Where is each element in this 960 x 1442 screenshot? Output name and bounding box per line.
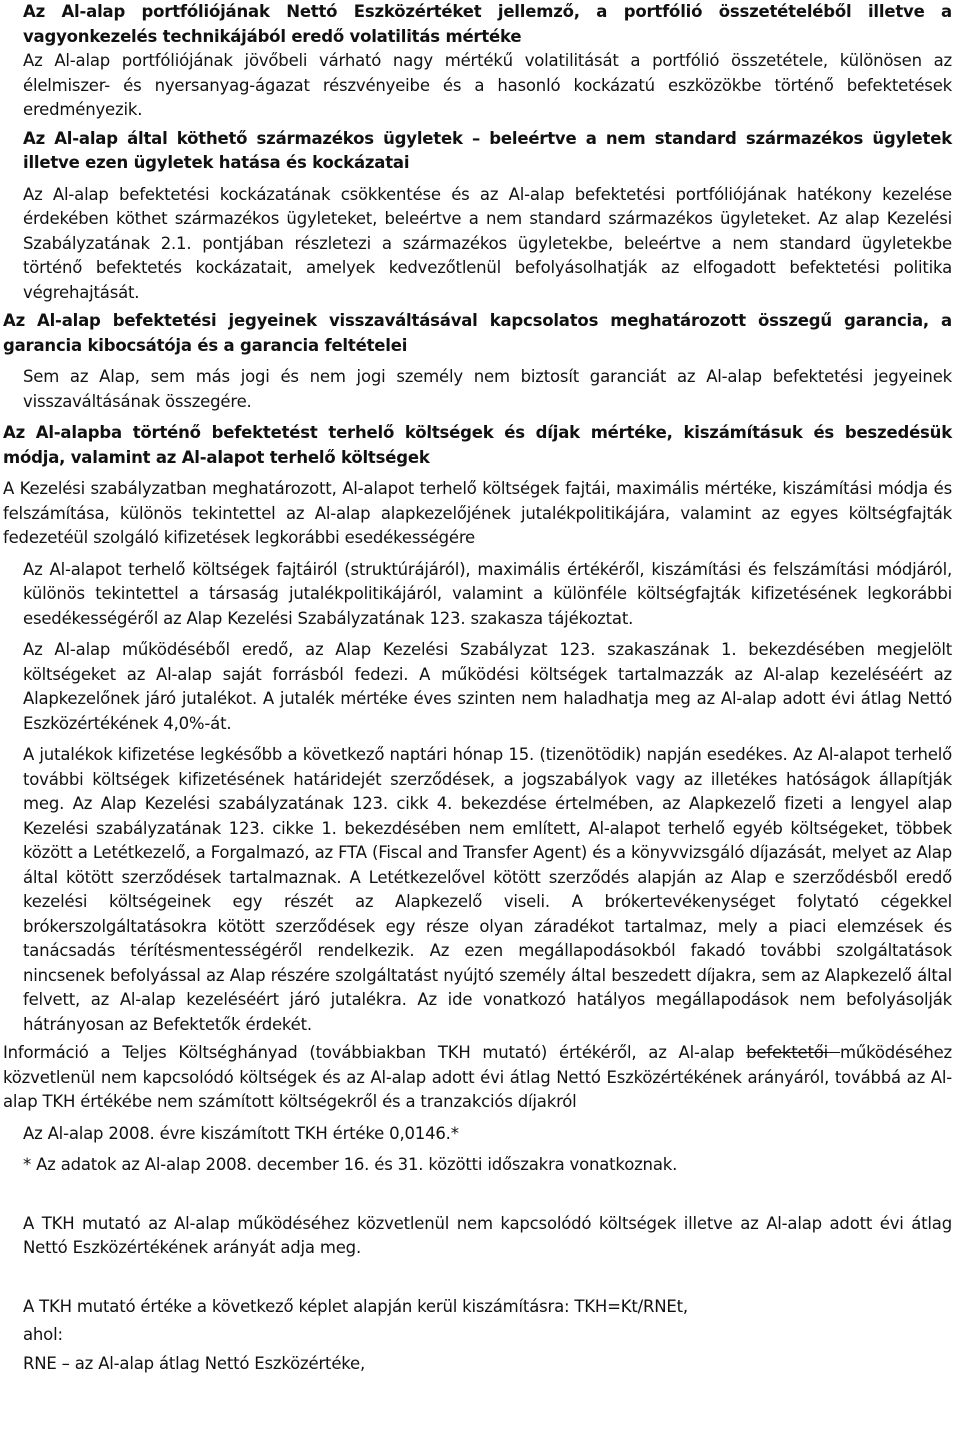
- heading-costs: Az Al-alapba történő befektetést terhelő költségek és díjak mértéke, kiszámításuk és beszedésük módja, valamint az Al-alapot terhelő költségek: [3, 423, 952, 467]
- paragraph-costs-structure: Az Al-alapot terhelő költségek fajtáiról (struktúrájáról), maximális értékéről, kiszámítási és felszámítási módjáról, különös tekintettel a társaság jutalékpolitikájáról, valamint a különféle költségfajták kifizetésének legkorábbi esedékességéről az Alap Kezelési Szabályzatának 123. szakasza tájékoztat.: [23, 559, 952, 628]
- paragraph-operating-costs: Az Al-alap működéséből eredő, az Alap Kezelési Szabályzat 123. szakaszának 1. bekezdésében megjelölt költségeket az Al-alap saját forrásból fedezi. A működési költségek tartalmazzák az Al-alap kezeléséért az Alapkezelőnek járó jutalékot. A jutalék mértéke éves szinten nem haladhatja meg az Al-alap adott évi átlag Nettó Eszközértékének 4,0%-át.: [23, 640, 952, 733]
- heading-derivatives: Az Al-alap által köthető származékos ügyletek – beleértve a nem standard származékos ügyletek illetve ezen ügyletek hatása és kockázatai: [23, 128, 952, 172]
- tkh-info-text-a: Információ a Teljes Költséghányad (továbbiakban TKH mutató) értékéről, az Al-alap: [3, 1043, 747, 1062]
- heading-guarantee: Az Al-alap befektetési jegyeinek visszaváltásával kapcsolatos meghatározott összegű garancia, a garancia kibocsátója és a garancia feltételei: [3, 311, 952, 355]
- tkh-info-text-b: működéséhez közvetlenül nem kapcsolódó költségek és az Al-alap adott évi átlag Nettó Eszközértékének arányáról, továbbá az Al-alap TKH értékébe nem számított költségekről és a tranzakciós díjakról: [3, 1043, 952, 1111]
- paragraph-costs-intro: A Kezelési szabályzatban meghatározott, Al-alapot terhelő költségek fajtái, maximális mértéke, kiszámítási módja és felszámítása, különös tekintettel az Al-alap alapkezelőjének jutalékpolitikájára, valamint az egyes költségfajták fedezetéül szolgáló kifizetések legkorábbi esedékességére: [3, 479, 952, 547]
- paragraph-tkh-info: [0, 1041, 952, 1115]
- tkh-info-strikethrough: befektetői: [746, 1043, 840, 1062]
- paragraph-volatility: Az Al-alap portfóliójának jövőbeli várható nagy mértékű volatilitását a portfólió összetétele, különösen az élelmiszer- és nyersanyag-ágazat részvényeibe és a hasonló kockázatú eszközökbe történő befektetések eredményezik.: [23, 51, 952, 119]
- paragraph-tkh-definition: A TKH mutató az Al-alap működéséhez közvetlenül nem kapcsolódó költségek illetve az Al-alap adott évi átlag Nettó Eszközértékének arányát adja meg.: [23, 1213, 952, 1257]
- paragraph-tkh-footnote: * Az adatok az Al-alap 2008. december 16. és 31. közötti időszakra vonatkoznak.: [23, 1155, 678, 1174]
- paragraph-tkh-formula: A TKH mutató értéke a következő képlet alapján kerül kiszámításra: TKH=Kt/RNEt,: [23, 1296, 688, 1316]
- paragraph-where: ahol:: [23, 1325, 63, 1344]
- paragraph-guarantee: Sem az Alap, sem más jogi és nem jogi személy nem biztosít garanciát az Al-alap befektetési jegyeinek visszaváltásának összegére.: [23, 367, 952, 411]
- paragraph-fee-payment: A jutalékok kifizetése legkésőbb a következő naptári hónap 15. (tizenötödik) napján esedékes. Az Al-alapot terhelő további költségek kifizetésének határidejét szerződések, a jogszabályok vagy az illetékes hatóságok állapítják meg. Az Alap Kezelési szabályzatának 123. cikk 4. bekezdése értelmében, az Alapkezelő fizeti a lengyel alap Kezelési szabályzatának 123. cikke 1. bekezdésében nem említett, Al-alapot terhelő egyéb költségeket, többek között a Letétkezelő, a Forgalmazó, az FTA (Fiscal and Transfer Agent) és a könyvvizsgáló díjazását, melyet az Alap által kötött szerződések tartalmaznak. A Letétkezelővel kötött szerződés alapján az Alap e szerződésből eredő kezelési költségeinek egy részét az Alapkezelő viseli. A brókertevékenységet folytató cégekkel brókerszolgáltatásokra kötött szerződések egy része olyan záradékot tartalmaz, mely a piaci elemzések és tanácsadás térítésmentességéről rendelkezik. Az ezen megállapodásokból fakadó további szolgáltatások nincsenek befolyással az Alap részére szolgáltatást nyújtó személy által beszedett díjakra, sem az Alapkezelő által felvett, az Al-alap kezeléséért járó jutalékra. Az ide vonatkozó hatályos megállapodások nem befolyásolják hátrányosan az Befektetők érdekét.: [23, 745, 952, 1034]
- paragraph-tkh-value: Az Al-alap 2008. évre kiszámított TKH értéke 0,0146.*: [23, 1123, 459, 1143]
- paragraph-rne-definition: RNE – az Al-alap átlag Nettó Eszközértéke,: [23, 1353, 366, 1373]
- paragraph-derivatives: Az Al-alap befektetési kockázatának csökkentése és az Al-alap befektetési portfóliójának hatékony kezelése érdekében köthet származékos ügyleteket, beleértve a nem standard származékos ügyleteket. Az alap Kezelési Szabályzatának 2.1. pontjában részletezi a származékos ügyletekbe, beleértve a nem standard ügyletekbe történő befektetés kockázatait, amelyek kedvezőtlenül befolyásolhatják az elfogadott befektetési politika végrehajtását.: [23, 184, 952, 302]
- heading-volatility: Az Al-alap portfóliójának Nettó Eszközértéket jellemző, a portfólió összetételéből illetve a vagyonkezelés technikájából eredő volatilitás mértéke: [23, 2, 952, 46]
